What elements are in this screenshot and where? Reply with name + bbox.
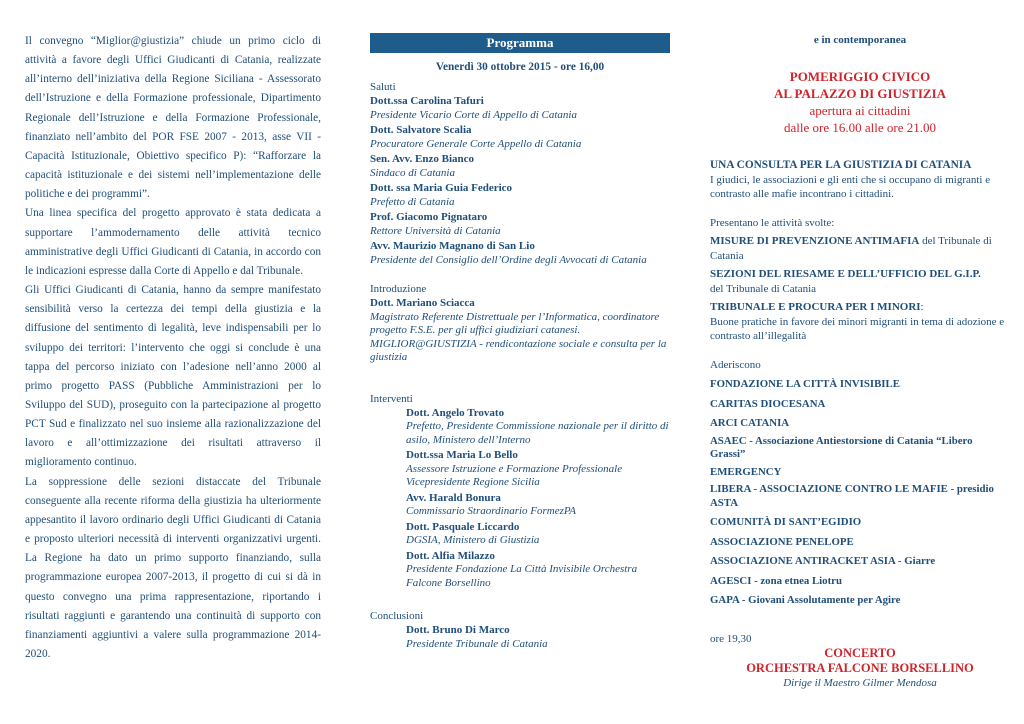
speaker-entry xyxy=(406,521,670,548)
speaker-entry xyxy=(406,449,670,490)
speaker-name: Dott. Angelo Trovato xyxy=(406,406,505,419)
speaker-name: Dott. Pasquale Liccardo xyxy=(406,520,520,533)
speaker-name: Dott. ssa Maria Guia Federico xyxy=(370,182,513,194)
speaker-name: Avv. Harald Bonura xyxy=(406,491,501,504)
aderiscono-label: Aderiscono xyxy=(710,358,761,371)
pomeriggio-civico-title xyxy=(710,68,1010,102)
activity-title: SEZIONI DEL RIESAME E DELL’UFFICIO DEL G.I.P. xyxy=(710,268,981,280)
orchestra-name: ORCHESTRA FALCONE BORSELLINO xyxy=(746,661,974,675)
speaker-name: Sen. Avv. Enzo Bianco xyxy=(370,153,475,165)
speaker-role: Procuratore Generale Corte Appello di Catania xyxy=(370,137,582,150)
interventi-label: Interventi xyxy=(370,392,413,405)
speaker-entry xyxy=(370,182,670,209)
intro-column xyxy=(25,0,321,724)
activity-colon: : xyxy=(920,301,924,313)
activity-item xyxy=(710,234,1010,263)
speaker-entry xyxy=(370,95,670,122)
speaker-entry xyxy=(406,550,670,591)
speaker-entry xyxy=(370,211,670,238)
contemporanea-column xyxy=(710,0,1010,724)
speaker-name: Prof. Giacomo Pignataro xyxy=(370,211,488,223)
intro-paragraph-1: Il convegno “Miglior@giustizia” chiude un primo ciclo di attività a favore degli Uffici Giudicanti di Catania, realizzate all’interno dell’iniziativa della Regione Siciliana - Assessorato dell’Istruzione e della Formazione professionale, Dipartimento Regionale dell’Istruzione e della Formazione Professionale, finanziato nell’ambito del POR FSE 2007 - 2013, asse VII - Capacità Istituzionale, Obiettivo specifico P): “Rafforzare la capacità istituzionale e dei sistemi nell’implementazione delle politiche e dei programmi”. xyxy=(25,35,321,201)
programma-header: Programma xyxy=(370,33,670,53)
speaker-entry xyxy=(406,492,670,519)
consulta-text: I giudici, le associazioni e gli enti che si occupano di migranti e contrasto alle mafie incontrano i cittadini. xyxy=(710,173,991,200)
speaker-role: Presidente Tribunale di Catania xyxy=(406,637,548,650)
introduzione-label: Introduzione xyxy=(370,283,427,295)
organization-item: ASAEC - Associazione Antiestorsione di Catania “Libero Grassi” xyxy=(710,434,973,460)
event-date: Venerdì 30 ottobre 2015 - ore 16,00 xyxy=(435,61,605,73)
speaker-role: Commissario Straordinario FormezPA xyxy=(406,505,576,517)
speaker-role: Prefetto, Presidente Commissione nazionale per il diritto di asilo, Ministero dell’Interno xyxy=(406,420,669,446)
concerto-time: ore 19,30 xyxy=(710,632,752,645)
organization-item: ASSOCIAZIONE ANTIRACKET ASIA - Giarre xyxy=(710,555,936,567)
programma-column xyxy=(370,0,670,724)
speaker-role: Prefetto di Catania xyxy=(370,195,455,208)
saluti-label: Saluti xyxy=(370,81,396,93)
consulta-title: UNA CONSULTA PER LA GIUSTIZIA DI CATANIA xyxy=(710,159,972,171)
organization-item: CARITAS DIOCESANA xyxy=(710,397,826,410)
speaker-name: Dott.ssa Maria Lo Bello xyxy=(406,449,518,461)
speaker-role: Sindaco di Catania xyxy=(370,166,455,179)
conclusioni-label: Conclusioni xyxy=(370,610,424,622)
speaker-role: Presidente Fondazione La Città Invisibile Orchestra Falcone Borsellino xyxy=(406,563,638,589)
speaker-name: Dott. Salvatore Scalia xyxy=(370,124,472,136)
organization-item: GAPA - Giovani Assolutamente per Agire xyxy=(710,594,901,606)
activity-desc: Buone pratiche in favore dei minori migranti in tema di adozione e contrasto all’illegalità xyxy=(710,315,1005,342)
interventi-list xyxy=(370,407,670,591)
concerto-director: Dirige il Maestro Gilmer Mendosa xyxy=(783,677,937,689)
speaker-name: Dott. Bruno Di Marco xyxy=(406,624,510,636)
speaker-name: Dott. Alfia Milazzo xyxy=(406,549,495,562)
speaker-entry xyxy=(370,624,670,651)
speaker-name: Avv. Maurizio Magnano di San Lio xyxy=(370,240,535,252)
concerto-title xyxy=(710,646,1010,676)
speaker-role: Presidente del Consiglio dell’Ordine degli Avvocati di Catania xyxy=(370,253,647,266)
organization-item: FONDAZIONE LA CITTÀ INVISIBILE xyxy=(710,378,900,390)
organizations-list xyxy=(710,378,1010,608)
pomeriggio-line-2: AL PALAZZO DI GIUSTIZIA xyxy=(773,86,947,101)
speaker-role: Rettore Università di Catania xyxy=(370,224,501,237)
presentano-label: Presentano le attività svolte: xyxy=(710,216,835,229)
speaker-role: Presidente Vicario Corte di Appello di Catania xyxy=(370,108,577,121)
intro-paragraph-4: La soppressione delle sezioni distaccate del Tribunale conseguente alla recente riforma della giustizia ha ulteriormente appesantito il lavoro ordinario degli Uffici Giudicanti di Catania e proposto ulteriori necessità di interventi organizzativi urgenti. La Regione ha dato un primo supporto finanziando, sulla programmazione europea 2007-2013, il progetto di cui si dà in questo convegno una prima rappresentazione, riportando i risultati raggiunti e garantendo una continuità di supporto con finanziamenti aggiuntivi a valere sulla programmazione 2014-2020. xyxy=(25,475,321,660)
contemporanea-heading: e in contemporanea xyxy=(813,34,907,46)
saluti-list xyxy=(370,95,670,267)
speaker-entry xyxy=(406,407,670,448)
apertura-text: apertura ai cittadini xyxy=(809,103,911,118)
activity-item xyxy=(710,267,1010,296)
speaker-name: Dott.ssa Carolina Tafuri xyxy=(370,95,484,107)
organization-item: ARCI CATANIA xyxy=(710,417,790,429)
speaker-entry xyxy=(370,124,670,151)
orario-text: dalle ore 16.00 alle ore 21.00 xyxy=(784,120,936,135)
concerto-label: CONCERTO xyxy=(824,646,896,660)
activity-desc: del Tribunale di Catania xyxy=(710,282,817,295)
activity-desc: del Tribunale di Catania xyxy=(710,235,992,262)
activity-item xyxy=(710,300,1010,344)
activity-title: TRIBUNALE E PROCURA PER I MINORI xyxy=(710,301,921,313)
speaker-role: DGSIA, Ministero di Giustizia xyxy=(406,534,540,546)
organization-item: AGESCI - zona etnea Liotru xyxy=(710,574,842,587)
speaker-name: Dott. Mariano Sciacca xyxy=(370,297,475,309)
intro-paragraph-2: Una linea specifica del progetto approvato è stata dedicata a supportare l’ammodernamento delle attività tecnico amministrative degli Uffici Giudicanti di Catania, in accordo con le indicazioni espresse dalla Corte di Appello e dal Tribunale. xyxy=(25,207,321,277)
speaker-entry xyxy=(370,153,670,180)
speaker-role: Magistrato Referente Distrettuale per l’Informatica, coordinatore progetto F.S.E. per gli uffici giudiziari catanesi. MIGLIOR@GIUSTIZIA - rendicontazione sociale e consulta per la giustizia xyxy=(370,310,667,363)
organization-item: ASSOCIAZIONE PENELOPE xyxy=(710,535,854,548)
speaker-entry xyxy=(370,240,670,267)
activity-title: MISURE DI PREVENZIONE ANTIMAFIA xyxy=(710,235,920,247)
organization-item: LIBERA - ASSOCIAZIONE CONTRO LE MAFIE - presidio ASTA xyxy=(710,483,994,509)
intro-paragraph-3: Gli Uffici Giudicanti di Catania, hanno da sempre manifestato sensibilità verso la certezza dei tempi della giustizia e la diffusione del sentimento di legalità, leve indispensabili per lo sviluppo dei territori: l’intervento che oggi si conclude è una tappa del percorso iniziato con l’adesione nell’anno 2000 al primo progetto PASS (Pubbliche Amministrazioni per lo Sviluppo del SUD), proseguito con la partecipazione al progetto PCT Sud e finalizzato nel suo insieme alla razionalizzazione del lavoro e all’ottimizzazione dei risultati attraverso il miglioramento continuo. xyxy=(25,284,321,469)
pomeriggio-line-1: POMERIGGIO CIVICO xyxy=(789,69,931,84)
speaker-entry xyxy=(370,297,670,365)
organization-item: EMERGENCY xyxy=(710,465,782,478)
speaker-role: Assessore Istruzione e Formazione Professionale Vicepresidente Regione Sicilia xyxy=(406,462,623,488)
organization-item: COMUNITÀ DI SANT’EGIDIO xyxy=(710,516,862,528)
